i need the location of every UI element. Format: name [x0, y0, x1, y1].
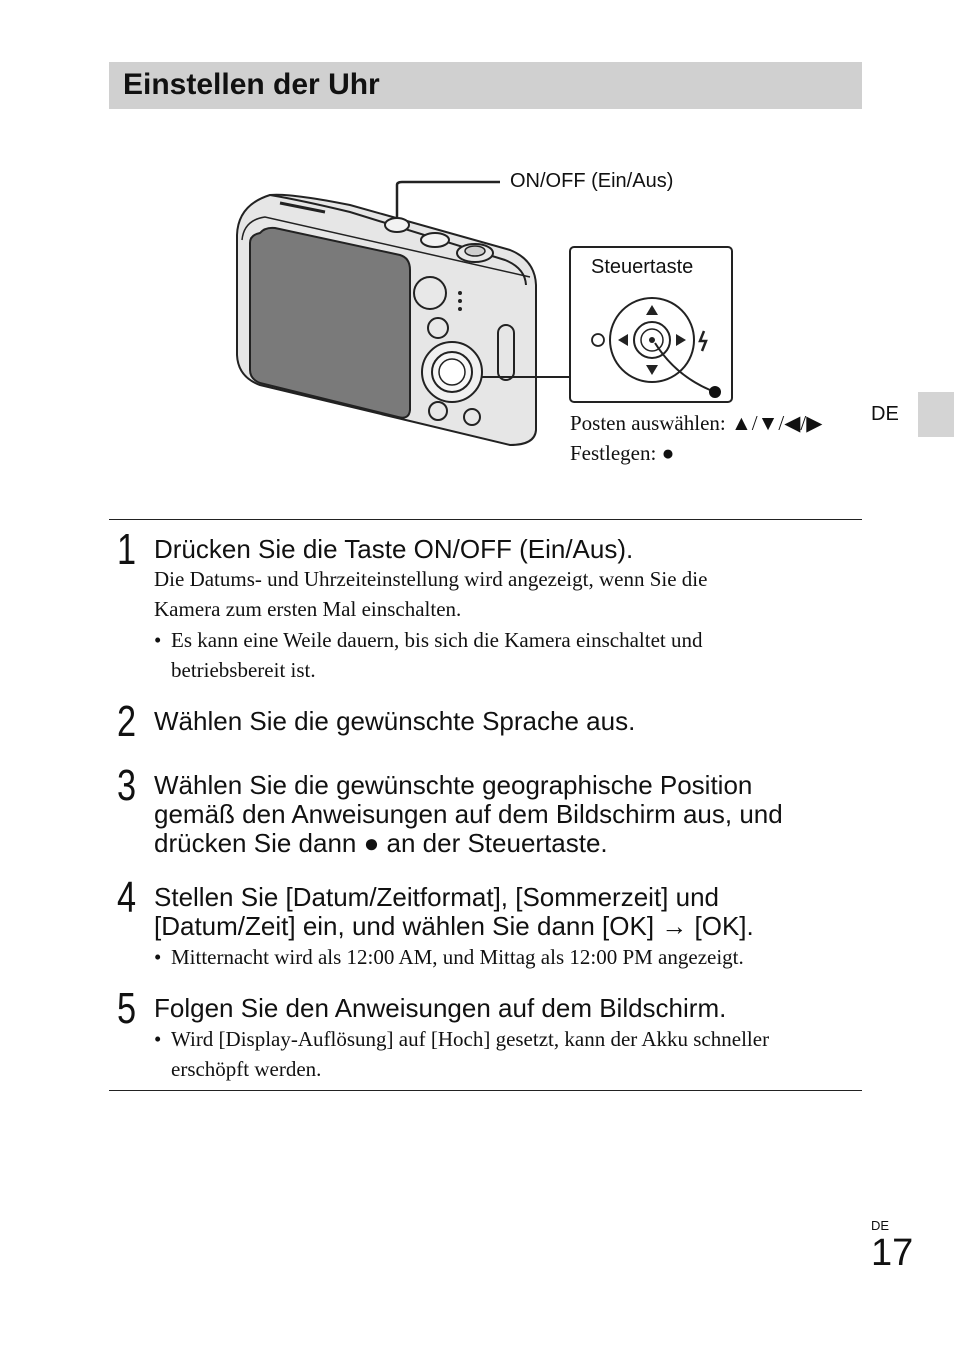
step-bullet-text: Wird [Display-Auflösung] auf [Hoch] gesetzt, kann der Akku schneller	[171, 1027, 770, 1051]
step-bullet-text: Mitternacht wird als 12:00 AM, und Mittag als 12:00 PM angezeigt.	[171, 945, 744, 969]
onoff-button-icon	[385, 218, 409, 232]
step-bullet-text: erschöpft werden.	[171, 1057, 322, 1081]
bullet-marker: •	[154, 1027, 162, 1051]
step-body-text: Kamera zum ersten Mal einschalten.	[154, 597, 462, 621]
steps-top-divider	[109, 519, 862, 520]
step-heading: gemäß den Anweisungen auf dem Bildschirm aus, und	[154, 799, 783, 829]
language-tab-marker	[918, 392, 954, 437]
step-number: 4	[117, 873, 137, 922]
step-heading: Stellen Sie [Datum/Zeitformat], [Sommerzeit] und	[154, 882, 719, 912]
step-number: 2	[117, 697, 137, 746]
step-number: 1	[117, 525, 137, 574]
bullet-marker: •	[154, 945, 162, 969]
step-number: 3	[117, 761, 137, 810]
steuertaste-callout-label: Steuertaste	[591, 256, 694, 278]
steps-bottom-divider	[109, 1090, 862, 1091]
onoff-callout-label: ON/OFF (Ein/Aus)	[510, 170, 674, 192]
step-bullet-text: betriebsbereit ist.	[171, 658, 316, 682]
step-heading: drücken Sie dann ● an der Steuertaste.	[154, 828, 608, 858]
step-bullet-text: Es kann eine Weile dauern, bis sich die Kamera einschaltet und	[171, 628, 703, 652]
step-heading: Wählen Sie die gewünschte Sprache aus.	[154, 706, 636, 736]
step-heading: Folgen Sie den Anweisungen auf dem Bildschirm.	[154, 993, 727, 1023]
bullet-marker: •	[154, 628, 162, 652]
language-tab-label: DE	[871, 403, 899, 425]
rear-button-icon	[414, 277, 446, 309]
caption-select-items: Posten auswählen: ▲/▼/◀/▶	[570, 411, 823, 435]
section-title-bar	[109, 62, 862, 109]
step-heading: Drücken Sie die Taste ON/OFF (Ein/Aus).	[154, 534, 634, 564]
step-body-text: Die Datums- und Uhrzeiteinstellung wird angezeigt, wenn Sie die	[154, 567, 708, 591]
page-number: 17	[871, 1232, 914, 1274]
caption-confirm: Festlegen: ●	[570, 441, 675, 465]
center-button-marker	[709, 386, 721, 398]
step-heading: [Datum/Zeit] ein, und wählen Sie dann [OK] → [OK].	[154, 911, 754, 941]
step-number: 5	[117, 984, 137, 1033]
shutter-button-icon	[421, 233, 449, 247]
step-heading: Wählen Sie die gewünschte geographische Position	[154, 770, 753, 800]
page-title: Einstellen der Uhr	[123, 68, 380, 101]
page-language-code: DE	[871, 1218, 890, 1233]
